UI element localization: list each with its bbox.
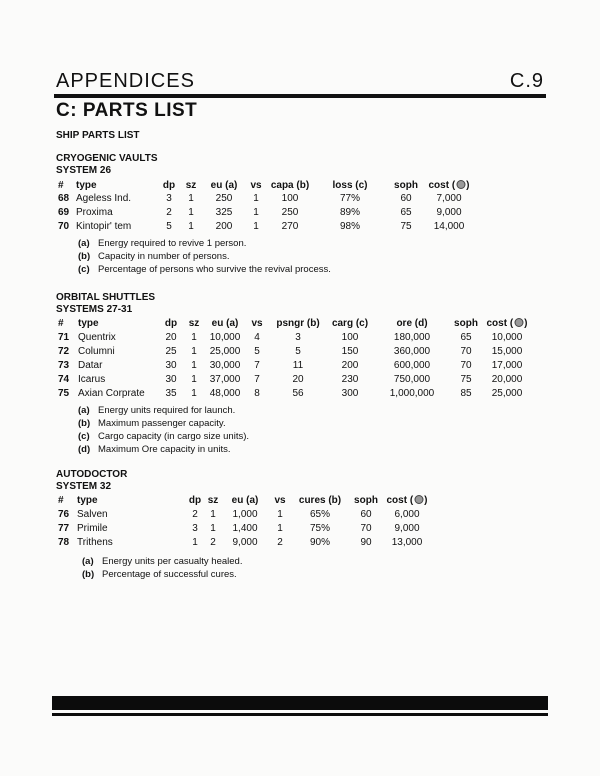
shuttles-table-cell: 71 [58, 332, 70, 343]
auto-col-header: vs [274, 495, 286, 506]
cryo-table-cell: 3 [166, 193, 172, 204]
cryo-table-cell: 75 [400, 221, 412, 232]
shuttles-table-cell: 75 [460, 374, 472, 385]
cryo-footnote [78, 264, 331, 276]
shuttles-table-cell: 300 [341, 388, 359, 399]
footnote-marker: (a) [78, 405, 90, 416]
cost-label-close: ) [424, 495, 428, 506]
shuttles-table-cell: 7 [254, 374, 260, 385]
shuttles-table-cell: 1,000,000 [389, 388, 435, 399]
shuttles-table-cell: 1 [191, 332, 197, 343]
cryo-col-header: vs [250, 180, 262, 191]
auto-table-cell: 1 [277, 523, 283, 534]
shuttles-table-cell: 20 [292, 374, 304, 385]
credit-coin-icon [456, 180, 465, 189]
header-section-label: APPENDICES [56, 70, 195, 92]
auto-table-cell: 78 [58, 537, 70, 548]
cryo-table-cell: Proxima [76, 207, 113, 218]
page-subtitle: SHIP PARTS LIST [56, 130, 140, 141]
shuttles-table-cell: 10,000 [491, 332, 523, 343]
shuttles-table-cell: 73 [58, 360, 70, 371]
shuttles-table-cell: 1 [191, 374, 197, 385]
header-page-number: C.9 [509, 70, 544, 92]
auto-footnote [82, 569, 237, 581]
shuttles-table-cell: Quentrix [78, 332, 116, 343]
cryo-table-cell: 68 [58, 193, 70, 204]
auto-table-cell: 2 [192, 509, 198, 520]
cryo-table-cell: 14,000 [433, 221, 465, 232]
shuttles-table-cell: 750,000 [393, 374, 431, 385]
cryo-table-cell: 325 [215, 207, 233, 218]
cryo-table-cell: 98% [339, 221, 361, 232]
cryo-table-cell: 1 [188, 207, 194, 218]
shuttles-table-cell: 25,000 [209, 346, 241, 357]
credit-coin-icon [414, 495, 423, 504]
shuttles-table-cell: 25 [165, 346, 177, 357]
auto-col-header: type [77, 495, 98, 506]
auto-table-cell: 1,000 [232, 509, 258, 520]
cryo-table-cell: 60 [400, 193, 412, 204]
shuttles-table-cell: 150 [341, 346, 359, 357]
shuttles-table-cell: 30,000 [209, 360, 241, 371]
auto-table-cell: 2 [277, 537, 283, 548]
shuttles-table-cell: 75 [58, 388, 70, 399]
auto-col-header: dp [188, 495, 202, 506]
cryo-table-cell: 250 [281, 207, 299, 218]
auto-table-cell: 2 [210, 537, 216, 548]
cryo-table-cell: 77% [339, 193, 361, 204]
cryo-col-header [428, 180, 469, 192]
shuttles-col-header: carg (c) [331, 318, 369, 329]
shuttles-col-header [486, 318, 527, 330]
auto-col-header [386, 495, 427, 507]
cryo-table-cell: 200 [215, 221, 233, 232]
shuttles-table-cell: 20 [165, 332, 177, 343]
cryo-table-cell: 270 [281, 221, 299, 232]
credit-coin-icon [514, 318, 523, 327]
footnote-text: Cargo capacity (in cargo size units). [98, 431, 250, 442]
cryo-table-cell: Kintopir' tem [76, 221, 132, 232]
footnote-text: Energy required to revive 1 person. [98, 238, 247, 249]
shuttles-table-cell: 20,000 [491, 374, 523, 385]
auto-table-cell: 6,000 [394, 509, 420, 520]
auto-table-cell: 3 [192, 523, 198, 534]
page-title: C: PARTS LIST [56, 100, 198, 121]
shuttles-table-cell: 1 [191, 360, 197, 371]
cryo-system: SYSTEM 26 [56, 165, 112, 176]
cryo-col-header: eu (a) [210, 180, 238, 191]
auto-table-cell: 65% [309, 509, 331, 520]
shuttles-table-cell: Icarus [78, 374, 106, 385]
shuttles-table-cell: 74 [58, 374, 70, 385]
shuttles-col-header: sz [188, 318, 200, 329]
cryo-footnote [78, 238, 246, 250]
cryo-table-cell: 89% [339, 207, 361, 218]
shuttles-col-header: # [58, 318, 64, 329]
shuttles-title: ORBITAL SHUTTLES [56, 292, 156, 303]
shuttles-table-cell: 25,000 [491, 388, 523, 399]
cryo-col-header: type [76, 180, 97, 191]
auto-col-header: soph [354, 495, 378, 506]
auto-table-cell: Trithens [77, 537, 113, 548]
auto-table-cell: 1 [277, 509, 283, 520]
shuttles-table-cell: 10,000 [209, 332, 241, 343]
cryo-title: CRYOGENIC VAULTS [56, 153, 158, 164]
shuttles-col-header: soph [454, 318, 478, 329]
shuttles-col-header: dp [164, 318, 178, 329]
footnote-marker: (b) [78, 251, 91, 262]
cryo-table-cell: 69 [58, 207, 70, 218]
cryo-table-cell: 2 [166, 207, 172, 218]
auto-table-cell: 90 [360, 537, 372, 548]
cryo-table-cell: 5 [166, 221, 172, 232]
cryo-table-cell: 7,000 [436, 193, 462, 204]
shuttles-table-cell: 11 [292, 360, 304, 371]
shuttles-table-cell: 200 [341, 360, 359, 371]
shuttles-table-cell: 15,000 [491, 346, 523, 357]
cryo-col-header: sz [185, 180, 197, 191]
auto-table-cell: Salven [77, 509, 108, 520]
shuttles-footnote [78, 405, 235, 417]
shuttles-table-cell: 180,000 [393, 332, 431, 343]
auto-table-cell: 13,000 [391, 537, 423, 548]
footnote-marker: (c) [78, 264, 90, 275]
cost-label-close: ) [466, 180, 470, 191]
shuttles-table-cell: 37,000 [209, 374, 241, 385]
auto-system: SYSTEM 32 [56, 481, 112, 492]
auto-footnote [82, 556, 242, 568]
shuttles-col-header: psngr (b) [276, 318, 320, 329]
cryo-table-cell: 65 [400, 207, 412, 218]
auto-col-header: eu (a) [231, 495, 259, 506]
cryo-table-cell: 70 [58, 221, 70, 232]
footnote-text: Percentage of persons who survive the revival process. [98, 264, 331, 275]
cost-label: cost ( [428, 180, 456, 191]
shuttles-col-header: type [78, 318, 99, 329]
auto-title: AUTODOCTOR [56, 469, 128, 480]
shuttles-footnote [78, 431, 249, 443]
shuttles-table-cell: 70 [460, 360, 472, 371]
shuttles-table-cell: 4 [254, 332, 260, 343]
auto-table-cell: 1 [210, 523, 216, 534]
auto-table-cell: 90% [309, 537, 331, 548]
footnote-marker: (a) [78, 238, 90, 249]
cryo-table-cell: Ageless Ind. [76, 193, 132, 204]
page-header [56, 70, 544, 94]
cryo-col-header: # [58, 180, 64, 191]
footnote-marker: (b) [78, 418, 91, 429]
shuttles-table-cell: 3 [295, 332, 301, 343]
shuttles-table-cell: 5 [295, 346, 301, 357]
shuttles-table-cell: 48,000 [209, 388, 241, 399]
shuttles-table-cell: Axian Corprate [78, 388, 145, 399]
shuttles-table-cell: Columni [78, 346, 115, 357]
cryo-table-cell: 1 [188, 193, 194, 204]
shuttles-col-header: ore (d) [396, 318, 428, 329]
footer-rule-thin [52, 713, 548, 716]
cryo-table-cell: 100 [281, 193, 299, 204]
shuttles-table-cell: 30 [165, 374, 177, 385]
footnote-text: Maximum Ore capacity in units. [98, 444, 231, 455]
shuttles-table-cell: 30 [165, 360, 177, 371]
footnote-marker: (b) [82, 569, 95, 580]
shuttles-table-cell: 85 [460, 388, 472, 399]
shuttles-system: SYSTEMS 27-31 [56, 304, 133, 315]
cryo-table-cell: 1 [253, 221, 259, 232]
auto-table-cell: 70 [360, 523, 372, 534]
shuttles-col-header: vs [251, 318, 263, 329]
shuttles-table-cell: 17,000 [491, 360, 523, 371]
shuttles-table-cell: 8 [254, 388, 260, 399]
shuttles-table-cell: 100 [341, 332, 359, 343]
footnote-text: Capacity in number of persons. [98, 251, 230, 262]
auto-col-header: sz [207, 495, 219, 506]
shuttles-table-cell: 70 [460, 346, 472, 357]
cryo-col-header: soph [394, 180, 418, 191]
auto-table-cell: 1,400 [232, 523, 258, 534]
cryo-col-header: loss (c) [332, 180, 368, 191]
auto-table-cell: 75% [309, 523, 331, 534]
cryo-col-header: capa (b) [270, 180, 310, 191]
cost-label: cost ( [386, 495, 414, 506]
shuttles-table-cell: 1 [191, 388, 197, 399]
shuttles-col-header: eu (a) [211, 318, 239, 329]
shuttles-footnote [78, 418, 226, 430]
auto-col-header: # [58, 495, 64, 506]
shuttles-footnote [78, 444, 231, 456]
footnote-text: Percentage of successful cures. [102, 569, 237, 580]
auto-table-cell: 1 [210, 509, 216, 520]
auto-table-cell: 9,000 [394, 523, 420, 534]
auto-table-cell: 77 [58, 523, 70, 534]
shuttles-table-cell: 7 [254, 360, 260, 371]
shuttles-table-cell: 56 [292, 388, 304, 399]
auto-col-header: cures (b) [298, 495, 342, 506]
shuttles-table-cell: 65 [460, 332, 472, 343]
footnote-marker: (a) [82, 556, 94, 567]
shuttles-table-cell: 5 [254, 346, 260, 357]
auto-table-cell: 60 [360, 509, 372, 520]
footnote-text: Energy units per casualty healed. [102, 556, 243, 567]
cryo-table-cell: 9,000 [436, 207, 462, 218]
shuttles-table-cell: 600,000 [393, 360, 431, 371]
auto-table-cell: Primile [77, 523, 108, 534]
cost-label-close: ) [524, 318, 528, 329]
auto-table-cell: 76 [58, 509, 70, 520]
cost-label: cost ( [486, 318, 514, 329]
shuttles-table-cell: Datar [78, 360, 103, 371]
cryo-col-header: dp [162, 180, 176, 191]
shuttles-table-cell: 360,000 [393, 346, 431, 357]
shuttles-table-cell: 1 [191, 346, 197, 357]
footnote-text: Energy units required for launch. [98, 405, 236, 416]
cryo-table-cell: 250 [215, 193, 233, 204]
cryo-footnote [78, 251, 229, 263]
footnote-text: Maximum passenger capacity. [98, 418, 226, 429]
auto-table-cell: 1 [192, 537, 198, 548]
shuttles-table-cell: 230 [341, 374, 359, 385]
header-rule [54, 94, 546, 98]
cryo-table-cell: 1 [188, 221, 194, 232]
shuttles-table-cell: 72 [58, 346, 70, 357]
footnote-marker: (d) [78, 444, 91, 455]
cryo-table-cell: 1 [253, 207, 259, 218]
footer-rule-thick [52, 696, 548, 710]
footnote-marker: (c) [78, 431, 90, 442]
auto-table-cell: 9,000 [232, 537, 258, 548]
shuttles-table-cell: 35 [165, 388, 177, 399]
cryo-table-cell: 1 [253, 193, 259, 204]
